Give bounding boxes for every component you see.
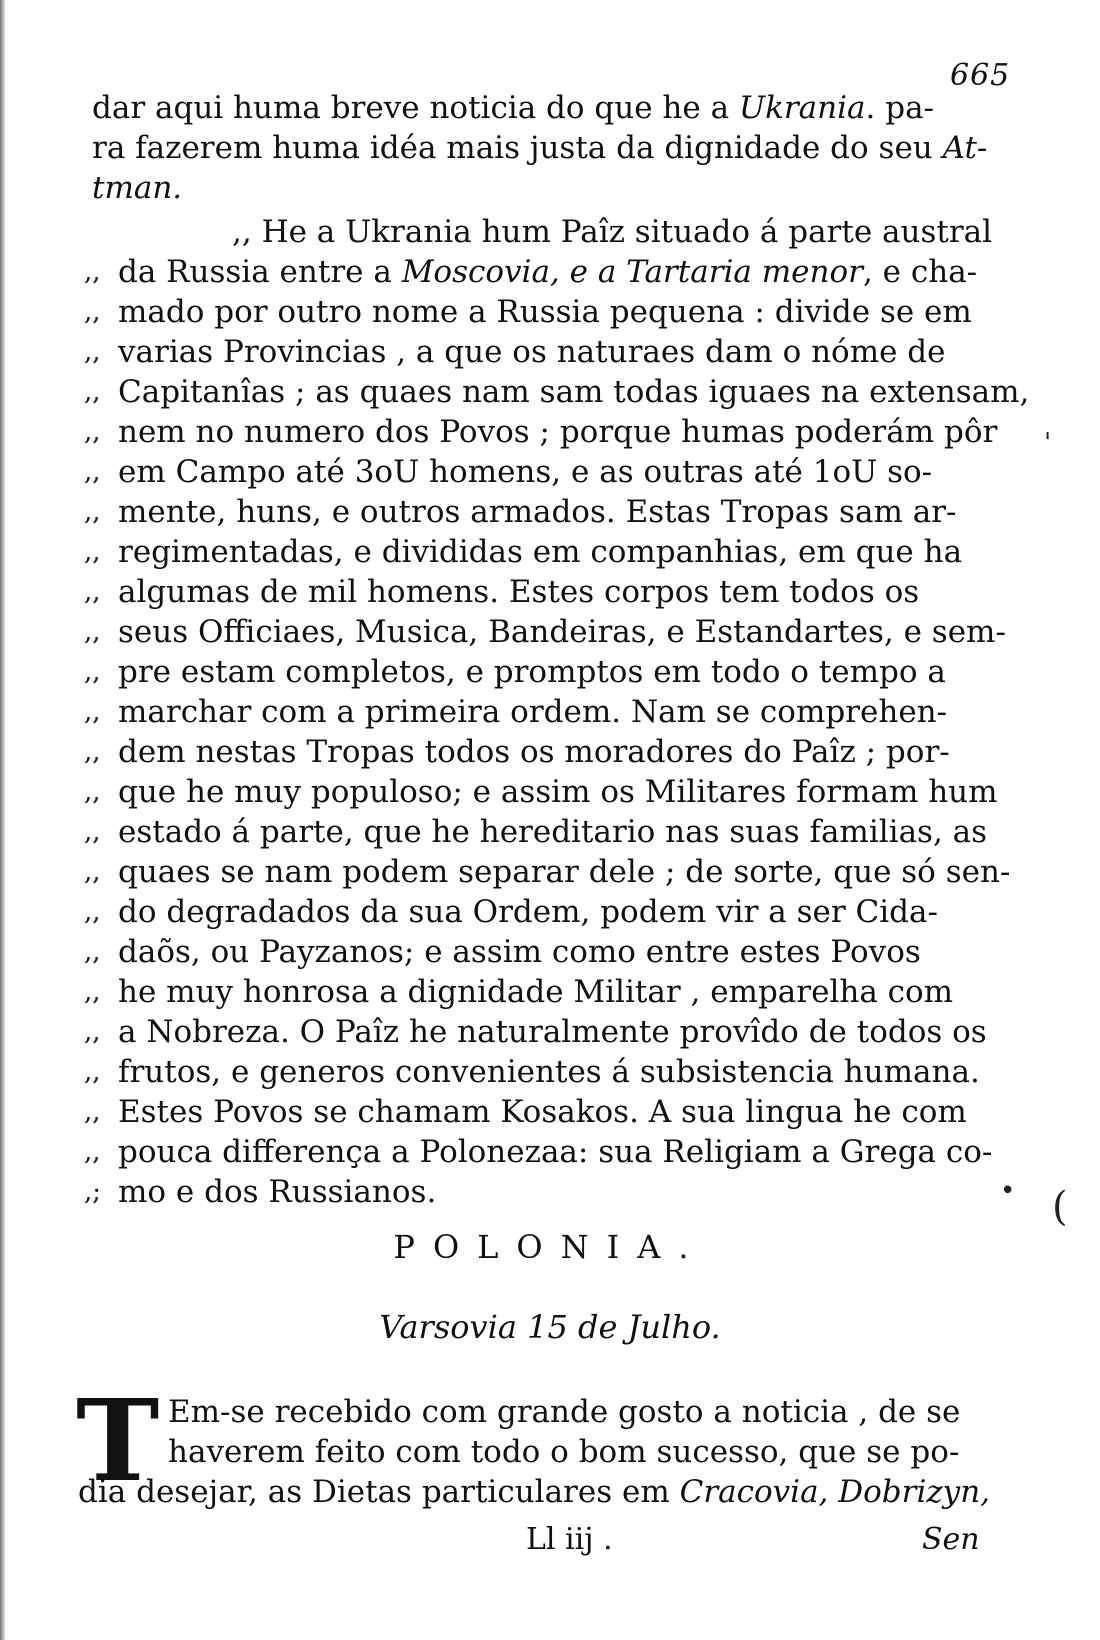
quote-text: Capitanîas ; as quaes nam sam todas iguaes na extensam,: [118, 374, 1030, 410]
quote-text: em Campo até 3oU homens, e as outras até 1oU so-: [118, 454, 933, 490]
quote-text: nem no numero dos Povos ; porque humas poderám pôr: [118, 414, 998, 450]
quote-mark: ,,: [84, 377, 101, 407]
quote-text: mo e dos Russianos.: [118, 1174, 437, 1210]
quote-mark: ,,: [84, 617, 101, 647]
quote-text: seus Officiaes, Musica, Bandeiras, e Estandartes, e sem-: [118, 614, 1006, 650]
quote-text: estado á parte, que he hereditario nas suas familias, as: [118, 814, 988, 850]
quote-text: da Russia entre a: [118, 254, 402, 290]
intro-text-tail: . pa-: [865, 90, 935, 126]
intro-text: dar aqui huma breve noticia do que he a: [92, 90, 739, 126]
intro-emphasis: tman.: [92, 170, 183, 206]
quote-text: He a Ukrania hum Paîz situado á parte austral: [261, 214, 993, 250]
quote-text: daõs, ou Payzanos; e assim como entre estes Povos: [118, 934, 921, 970]
quote-mark: ,,: [84, 857, 101, 887]
signature-mark: Ll iij .: [526, 1522, 613, 1557]
quote-mark: ,,: [84, 497, 101, 527]
quote-text: mado por outro nome a Russia pequena : divide se em: [118, 294, 972, 330]
quote-text: pre estam completos, e promptos em todo o tempo a: [118, 654, 946, 690]
quote-text: , e cha-: [862, 254, 978, 290]
intro-emphasis: Ukrania: [738, 90, 866, 126]
quote-mark: ,,: [84, 777, 101, 807]
intro-emphasis: At-: [942, 130, 988, 166]
quote-text: Estes Povos se chamam Kosakos. A sua lingua he com: [118, 1094, 967, 1130]
quote-mark: ,,: [84, 1137, 101, 1167]
quote-mark: ,,: [84, 657, 101, 687]
quote-text: que he muy populoso; e assim os Militares formam hum: [118, 774, 998, 810]
quote-mark: ,,: [84, 937, 101, 967]
dateline: Varsovia 15 de Julho.: [379, 1308, 721, 1346]
page-number: 665: [950, 58, 1011, 93]
quote-text: dem nestas Tropas todos os moradores do Paîz ; por-: [118, 734, 950, 770]
quote-text: algumas de mil homens. Estes corpos tem todos os: [118, 574, 920, 610]
quote-mark: ,;: [84, 1177, 102, 1207]
margin-tick: ': [1044, 428, 1052, 458]
quote-text: frutos, e generos convenientes á subsistencia humana.: [118, 1054, 980, 1090]
section-heading: POLONIA.: [393, 1228, 707, 1266]
quote-emphasis: Moscovia, e a Tartaria menor: [401, 254, 863, 290]
quote-mark: ,,: [84, 417, 101, 447]
page-edge-shadow: [0, 0, 5, 1640]
quote-mark: ,,: [84, 1097, 101, 1127]
quote-text: marchar com a primeira ordem. Nam se comprehen-: [118, 694, 948, 730]
quote-mark: ,,: [84, 1017, 101, 1047]
quote-text: do degradados da sua Ordem, podem vir a ser Cida-: [118, 894, 938, 930]
quote-text: he muy honrosa a dignidade Militar , emparelha com: [118, 974, 954, 1010]
article-text: dia desejar, as Dietas particulares em: [78, 1474, 680, 1510]
drop-cap: T: [76, 1376, 160, 1507]
quote-text: quaes se nam podem separar dele ; de sorte, que só sen-: [118, 854, 1011, 890]
quote-mark: ,,: [84, 897, 101, 927]
quote-mark: ,,: [84, 1057, 101, 1087]
quote-text: varias Provincias , a que os naturaes dam o nóme de: [118, 334, 946, 370]
quote-text: pouca differença a Polonezaa: sua Religiam a Grega co-: [118, 1134, 993, 1170]
quote-mark: ,,: [84, 537, 101, 567]
catchword: Sen: [922, 1522, 980, 1557]
quote-mark: ,,: [84, 977, 101, 1007]
quote-mark: ,,: [84, 577, 101, 607]
quote-mark: ,,: [84, 697, 101, 727]
quote-mark: ,,: [84, 457, 101, 487]
quote-text: a Nobreza. O Paîz he naturalmente provîdo de todos os: [118, 1014, 987, 1050]
article-text: haverem feito com todo o bom sucesso, que se po-: [168, 1434, 960, 1470]
quote-mark: ,,: [84, 257, 101, 287]
margin-paren: (: [1052, 1184, 1068, 1230]
quote-text: regimentadas, e divididas em companhias, em que ha: [118, 534, 963, 570]
intro-text: ra fazerem huma idéa mais justa da dignidade do seu: [92, 130, 943, 166]
quote-mark: ,,: [84, 817, 101, 847]
margin-dot: •: [1000, 1176, 1016, 1206]
quote-mark: ,,: [232, 214, 252, 250]
quote-mark: ,,: [84, 297, 101, 327]
article-emphasis: Cracovia, Dobrizyn,: [679, 1474, 991, 1510]
quote-text: mente, huns, e outros armados. Estas Tropas sam ar-: [118, 494, 957, 530]
article-text: Em-se recebido com grande gosto a noticia , de se: [168, 1394, 961, 1430]
quote-mark: ,,: [84, 337, 101, 367]
quote-mark: ,,: [84, 737, 101, 767]
